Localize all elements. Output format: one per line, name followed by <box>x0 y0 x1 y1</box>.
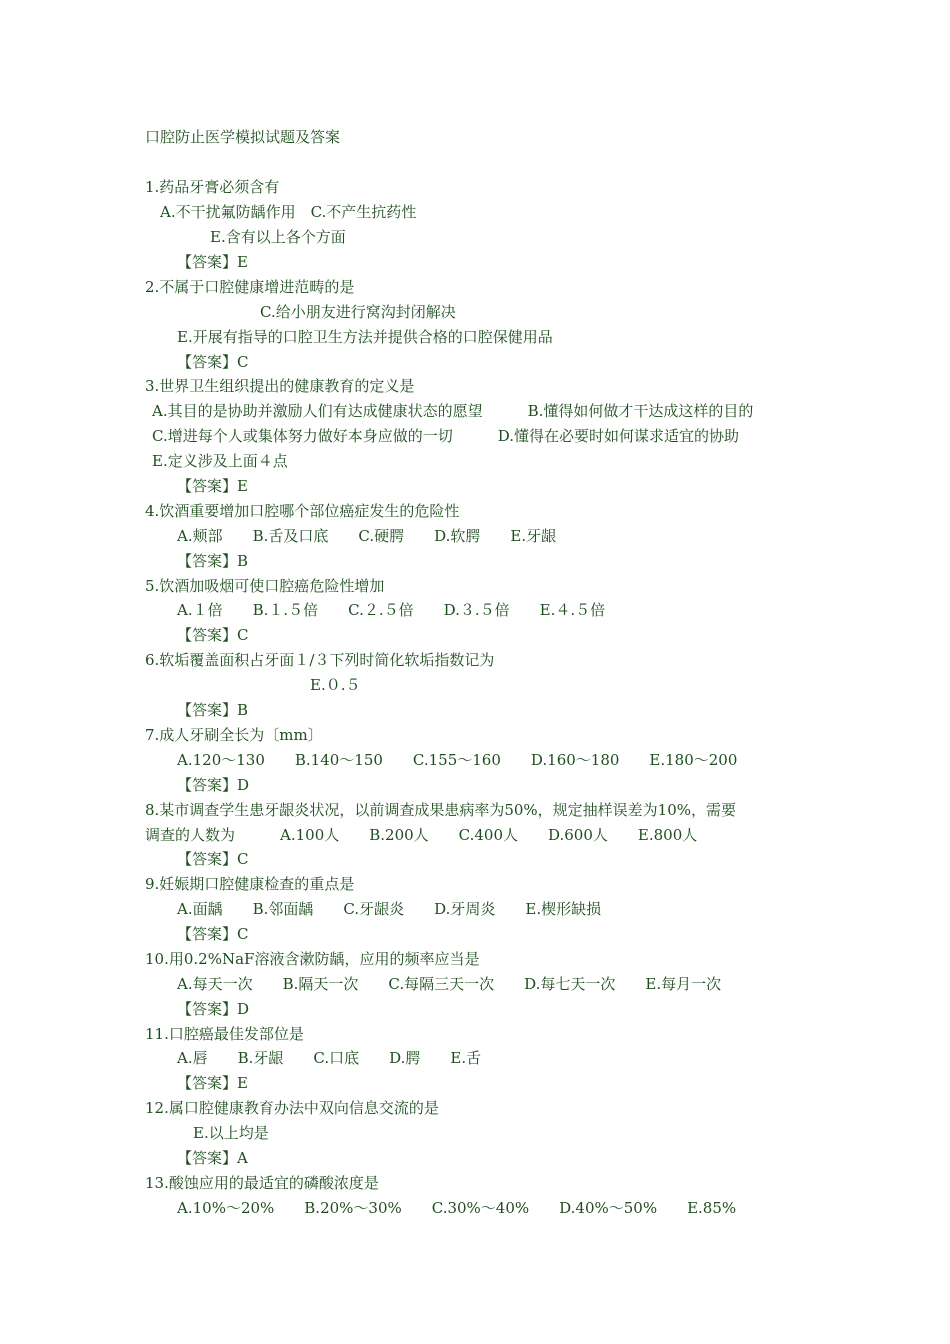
question-9-options: A.面龋 B.邻面龋 C.牙龈炎 D.牙周炎 E.楔形缺损 <box>177 900 602 918</box>
question-10-options: A.每天一次 B.隔天一次 C.每隔三天一次 D.每七天一次 E.每月一次 <box>177 975 722 993</box>
document-title: 口腔防止医学模拟试题及答案 <box>145 128 341 146</box>
question-12: 12.属口腔健康教育办法中双向信息交流的是 <box>145 1099 439 1117</box>
question-7-options: A.120～130 B.140～150 C.155～160 D.160～180 E.180～200 <box>177 751 738 769</box>
question-11-answer: 【答案】E <box>177 1074 248 1092</box>
question-11-options: A.唇 B.牙龈 C.口底 D.腭 E.舌 <box>177 1049 482 1067</box>
question-10: 10.用0.2%NaF溶液含漱防龋，应用的频率应当是 <box>145 950 480 968</box>
question-12-answer: 【答案】A <box>177 1149 248 1167</box>
question-1-answer: 【答案】E <box>177 253 248 271</box>
question-5: 5.饮酒加吸烟可使口腔癌危险性增加 <box>145 577 385 595</box>
question-1: 1.药品牙膏必须含有 <box>145 178 280 196</box>
question-4: 4.饮酒重要增加口腔哪个部位癌症发生的危险性 <box>145 502 460 520</box>
question-5-options: A.１倍 B.１.５倍 C.２.５倍 D.３.５倍 E.４.５倍 <box>177 601 606 619</box>
question-8-options: 调查的人数为 A.100人 B.200人 C.400人 D.600人 E.800人 <box>145 826 698 844</box>
question-12-options: E.以上均是 <box>193 1124 269 1142</box>
question-6: 6.软垢覆盖面积占牙面１/３下列时简化软垢指数记为 <box>145 651 495 669</box>
question-8: 8.某市调查学生患牙龈炎状况，以前调查成果患病率为50%，规定抽样误差为10%，需要 <box>145 801 736 819</box>
question-6-answer: 【答案】B <box>177 701 249 719</box>
question-4-answer: 【答案】B <box>177 552 249 570</box>
question-3: 3.世界卫生组织提出的健康教育的定义是 <box>145 377 415 395</box>
question-1-options: A.不干扰氟防龋作用 C.不产生抗药性 <box>160 203 417 221</box>
question-3-options: A.其目的是协助并激励人们有达成健康状态的愿望 B.懂得如何做才干达成这样的目的 <box>152 402 754 420</box>
question-3-options: C.增进每个人或集体努力做好本身应做的一切 D.懂得在必要时如何谋求适宜的协助 <box>152 427 739 445</box>
question-2: 2.不属于口腔健康增进范畴的是 <box>145 278 355 296</box>
question-9-answer: 【答案】C <box>177 925 249 943</box>
question-9: 9.妊娠期口腔健康检查的重点是 <box>145 875 355 893</box>
question-3-answer: 【答案】E <box>177 477 248 495</box>
question-4-options: A.颊部 B.舌及口底 C.硬腭 D.软腭 E.牙龈 <box>177 527 557 545</box>
question-6-options: E.０.５ <box>310 676 361 694</box>
question-13-options: A.10%～20% B.20%～30% C.30%～40% D.40%～50% E.85% <box>177 1199 737 1217</box>
question-7-answer: 【答案】D <box>177 776 250 794</box>
question-7: 7.成人牙刷全长为〔mm〕 <box>145 726 323 744</box>
question-3-options: E.定义涉及上面４点 <box>152 452 288 470</box>
question-8-answer: 【答案】C <box>177 850 249 868</box>
question-2-options: E.开展有指导的口腔卫生方法并提供合格的口腔保健用品 <box>177 328 553 346</box>
question-2-options: C.给小朋友进行窝沟封闭解决 <box>260 303 456 321</box>
question-13: 13.酸蚀应用的最适宜的磷酸浓度是 <box>145 1174 379 1192</box>
question-11: 11.口腔癌最佳发部位是 <box>145 1025 304 1043</box>
question-2-answer: 【答案】C <box>177 353 249 371</box>
question-10-answer: 【答案】D <box>177 1000 250 1018</box>
question-5-answer: 【答案】C <box>177 626 249 644</box>
question-1-options: E.含有以上各个方面 <box>210 228 346 246</box>
